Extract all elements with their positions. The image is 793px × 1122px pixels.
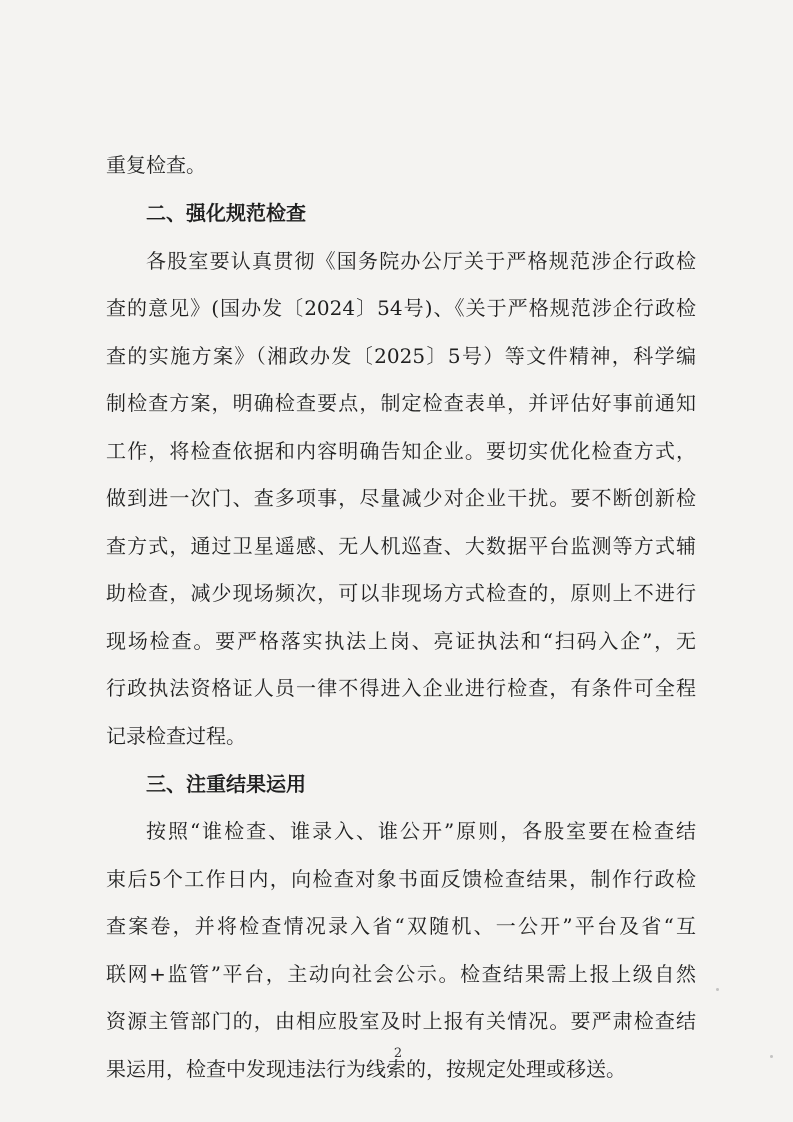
text-line: 行政执法资格证人员一律不得进入企业进行检查，有条件可全程 — [106, 676, 696, 700]
text-line: 现场检查。要严格落实执法上岗、亮证执法和“扫码入企”，无 — [106, 629, 696, 653]
text-line: 助检查，减少现场频次，可以非现场方式检查的，原则上不进行 — [106, 581, 696, 605]
text-line: 束后5个工作日内，向检查对象书面反馈检查结果，制作行政检 — [106, 867, 696, 891]
text-line: 做到进一次门、查多项事，尽量减少对企业干扰。要不断创新检 — [106, 486, 696, 510]
page-number: 2 — [393, 1046, 403, 1061]
text-line: 制检查方案，明确检查要点，制定检查表单，并评估好事前通知 — [106, 391, 696, 415]
text-line: 联网+监管”平台，主动向社会公示。检查结果需上报上级自然 — [106, 962, 696, 986]
scan-speck — [770, 1055, 773, 1058]
text-line: 工作，将检查依据和内容明确告知企业。要切实优化检查方式， — [106, 439, 696, 463]
text-line: 查方式，通过卫星遥感、无人机巡查、大数据平台监测等方式辅 — [106, 534, 696, 558]
text-line: 各股室要认真贯彻《国务院办公厅关于严格规范涉企行政检 — [146, 249, 696, 273]
text-line: 查的实施方案》（湘政办发〔2025〕5号）等文件精神，科学编 — [106, 344, 696, 368]
text-line: 记录检查过程。 — [106, 724, 246, 748]
text-line: 果运用，检查中发现违法行为线索的，按规定处理或移送。 — [106, 1057, 626, 1081]
text-line: 按照“谁检查、谁录入、谁公开”原则，各股室要在检查结 — [146, 819, 696, 843]
scan-speck — [716, 988, 719, 991]
text-line: 资源主管部门的，由相应股室及时上报有关情况。要严肃检查结 — [106, 1009, 696, 1033]
text-line: 查的意见》(国办发〔2024〕54号)、《关于严格规范涉企行政检 — [106, 296, 696, 320]
section-heading-3: 三、注重结果运用 — [146, 772, 306, 796]
text-line: 重复检查。 — [106, 153, 206, 177]
text-line: 查案卷，并将检查情况录入省“双随机、一公开”平台及省“互 — [106, 914, 696, 938]
section-heading-2: 二、强化规范检查 — [146, 201, 306, 225]
